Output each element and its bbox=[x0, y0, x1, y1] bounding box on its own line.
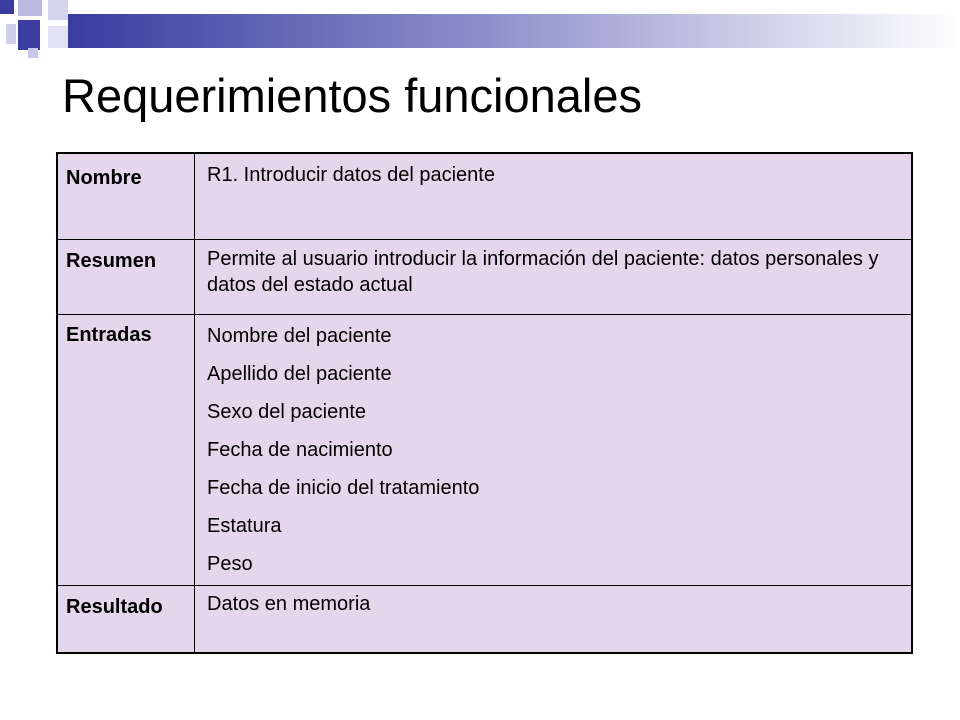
list-item: Fecha de inicio del tratamiento bbox=[207, 477, 480, 499]
list-item: Peso bbox=[207, 553, 253, 575]
decorative-square bbox=[18, 0, 42, 16]
decorative-square bbox=[48, 26, 70, 48]
decorative-square bbox=[18, 20, 40, 50]
row-value: Datos en memoria bbox=[195, 586, 913, 654]
list-item: Fecha de nacimiento bbox=[207, 439, 393, 461]
table-row bbox=[57, 586, 912, 654]
decorative-square bbox=[28, 48, 38, 58]
list-item: Nombre del paciente bbox=[207, 325, 392, 347]
row-label: Nombre bbox=[57, 153, 195, 240]
list-item: Apellido del paciente bbox=[207, 363, 392, 385]
row-label: Resultado bbox=[57, 586, 195, 654]
row-value: Permite al usuario introducir la información del paciente: datos personales y datos del estado actual bbox=[195, 240, 913, 315]
decorative-square bbox=[0, 0, 14, 14]
header-gradient-bar bbox=[68, 14, 960, 48]
list-item: Estatura bbox=[207, 515, 282, 537]
table-row bbox=[57, 315, 912, 586]
slide-title: Requerimientos funcionales bbox=[62, 69, 642, 122]
row-label: Entradas bbox=[57, 315, 195, 586]
row-value-list bbox=[195, 315, 913, 586]
decorative-square bbox=[48, 0, 68, 20]
requirements-table bbox=[56, 152, 913, 654]
table-row bbox=[57, 153, 912, 240]
row-value: R1. Introducir datos del paciente bbox=[195, 153, 913, 240]
list-item: Sexo del paciente bbox=[207, 401, 367, 423]
decorative-square bbox=[6, 24, 16, 44]
row-label: Resumen bbox=[57, 240, 195, 315]
table-row bbox=[57, 240, 912, 315]
